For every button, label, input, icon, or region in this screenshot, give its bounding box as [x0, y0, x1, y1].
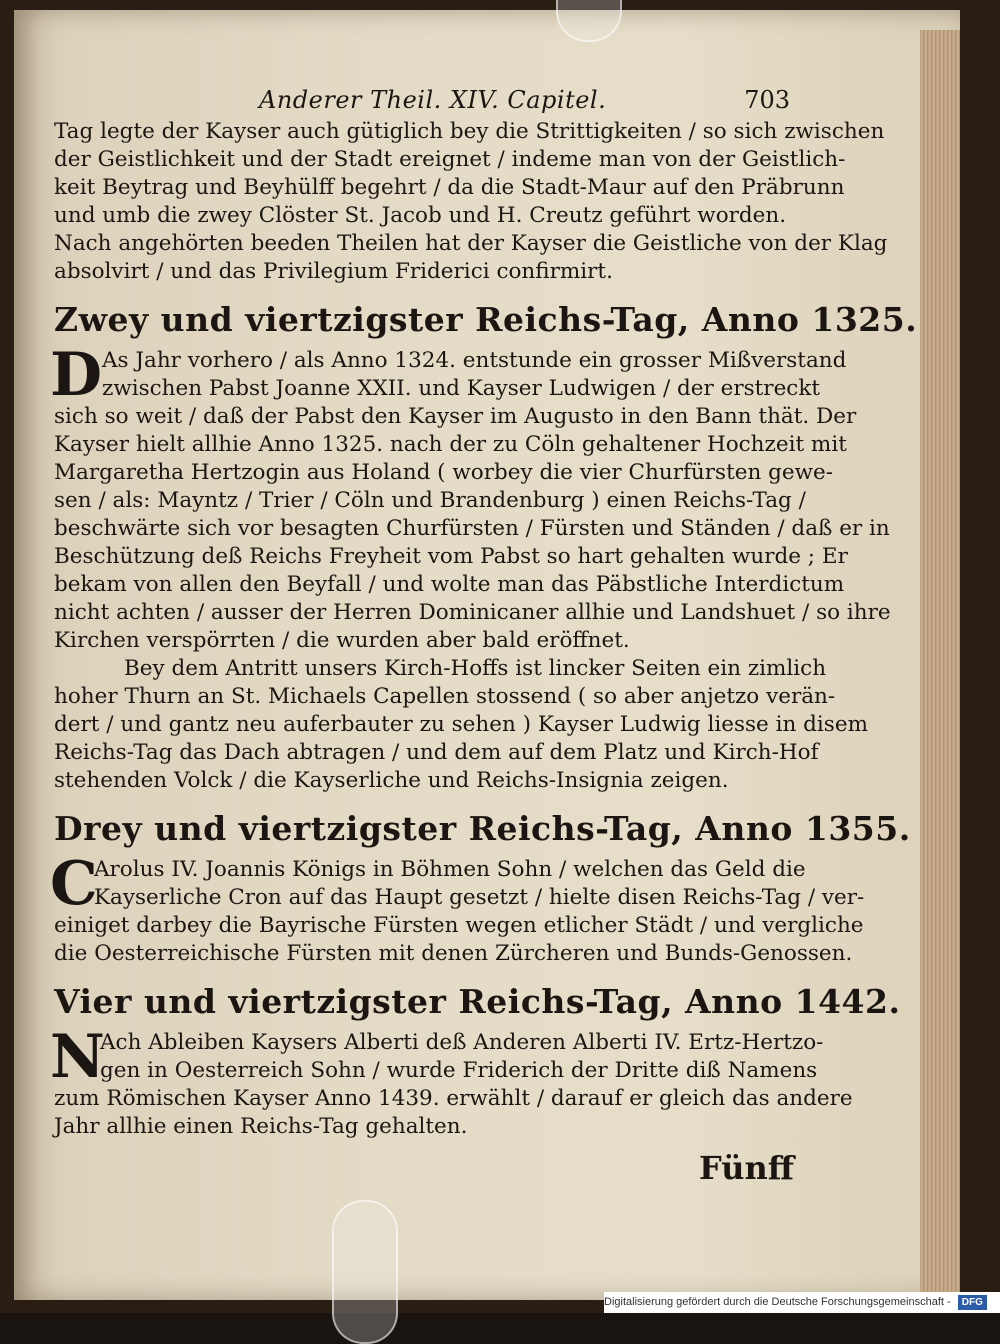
text-line: Tag legte der Kayser auch gütiglich bey die Strittigkeiten / so sich zwischen: [54, 119, 885, 144]
text-line: sen / als: Mayntz / Trier / Cöln und Brandenburg ) einen Reichs-Tag /: [54, 488, 806, 513]
section-1355-body: [50, 849, 865, 968]
running-title: Anderer Theil. XIV. Capitel.: [259, 86, 607, 114]
text-line: dert / und gantz neu auferbauter zu sehen ) Kayser Ludwig liesse in disem: [54, 712, 868, 737]
dfg-logo: DFG: [958, 1295, 987, 1310]
text-line: einiget darbey die Bayrische Fürsten wegen etlicher Städt / und vergliche: [54, 913, 864, 938]
funding-text: Digitalisierung gefördert durch die Deutsche Forschungsgemeinschaft -: [604, 1296, 951, 1308]
text-line: die Oesterreichische Fürsten mit denen Zürcheren und Bunds-Genossen.: [54, 941, 853, 966]
drop-cap: C: [50, 849, 98, 919]
text-line: hoher Thurn an St. Michaels Capellen stossend ( so aber anjetzo verän-: [54, 684, 836, 709]
text-line: zwischen Pabst Joanne XXII. und Kayser Ludwigen / der erstreckt: [102, 376, 821, 401]
text-line: Reichs-Tag das Dach abtragen / und dem auf dem Platz und Kirch-Hof: [54, 740, 819, 765]
text-line: absolvirt / und das Privilegium Friderici confirmirt.: [54, 259, 613, 284]
text-line: bekam von allen den Beyfall / und wolte man das Päbstliche Interdictum: [54, 572, 845, 597]
section-heading-1442: Vier und viertzigster Reichs-Tag, Anno 1442.: [54, 982, 901, 1021]
drop-cap: D: [50, 340, 103, 410]
text-line: Margaretha Hertzogin aus Holand ( worbey die vier Churfürsten gewe-: [54, 460, 834, 485]
text-line: Kayserliche Cron auf das Haupt gesetzt / hielte disen Reichs-Tag / ver-: [94, 885, 865, 910]
section-heading-1325: Zwey und viertzigster Reichs-Tag, Anno 1325.: [54, 300, 918, 339]
page-header: [54, 82, 796, 118]
text-line: Nach angehörten beeden Theilen hat der Kayser die Geistliche von der Klag: [54, 231, 888, 256]
text-line: sich so weit / daß der Pabst den Kayser im Augusto in den Bann thät. Der: [54, 404, 857, 429]
drop-cap: N: [50, 1022, 105, 1092]
section-1325-body: [50, 340, 891, 795]
text-line: Kirchen verspörrten / die wurden aber bald eröffnet.: [54, 628, 630, 653]
catchword: Fünff: [699, 1149, 794, 1187]
paragraph: [54, 655, 868, 795]
text-line: zum Römischen Kayser Anno 1439. erwählt / darauf er gleich das andere: [54, 1086, 853, 1111]
text-line: gen in Oesterreich Sohn / wurde Friderich der Dritte diß Namens: [100, 1058, 818, 1083]
text-line: und umb die zwey Clöster St. Jacob und H. Creutz geführt worden.: [54, 203, 787, 228]
text-line: Arolus IV. Joannis Königs in Böhmen Sohn / welchen das Geld die: [94, 857, 806, 882]
text-line: beschwärte sich vor besagten Churfürsten / Fürsten und Ständen / daß er in: [54, 516, 890, 541]
text-line: Bey dem Antritt unsers Kirch-Hoffs ist lincker Seiten ein zimlich: [124, 656, 827, 681]
paragraph: [54, 347, 891, 655]
text-line: nicht achten / ausser der Herren Dominicaner allhie und Landshuet / so ihre: [54, 600, 891, 625]
paragraph: [54, 1029, 853, 1141]
section-heading-1355: Drey und viertzigster Reichs-Tag, Anno 1355.: [54, 809, 911, 848]
text-line: Kayser hielt allhie Anno 1325. nach der zu Cöln gehaltener Hochzeit mit: [54, 432, 847, 457]
page-clip-bottom: [332, 1200, 398, 1344]
text-line: der Geistlichkeit und der Stadt ereignet / indeme man von der Geistlich-: [54, 147, 846, 172]
section-1442-body: [50, 1022, 853, 1141]
intro-paragraph: [54, 118, 888, 286]
text-line: keit Beytrag und Beyhülff begehrt / da die Stadt-Maur auf den Präbrunn: [54, 175, 845, 200]
page-edge: [920, 30, 960, 1310]
paragraph: [54, 856, 865, 968]
text-line: As Jahr vorhero / als Anno 1324. entstunde ein grosser Mißverstand: [102, 348, 847, 373]
text-line: Beschützung deß Reichs Freyheit vom Pabst so hart gehalten wurde ; Er: [54, 544, 848, 569]
funding-footer: [604, 1292, 1000, 1313]
text-line: stehenden Volck / die Kayserliche und Reichs-Insignia zeigen.: [54, 768, 729, 793]
page-number: 703: [744, 86, 790, 114]
catchword-row: [54, 1141, 796, 1191]
text-line: Ach Ableiben Kaysers Alberti deß Anderen Alberti IV. Ertz-Hertzo-: [100, 1030, 824, 1055]
page-text: [50, 82, 918, 1191]
text-line: Jahr allhie einen Reichs-Tag gehalten.: [54, 1114, 468, 1139]
